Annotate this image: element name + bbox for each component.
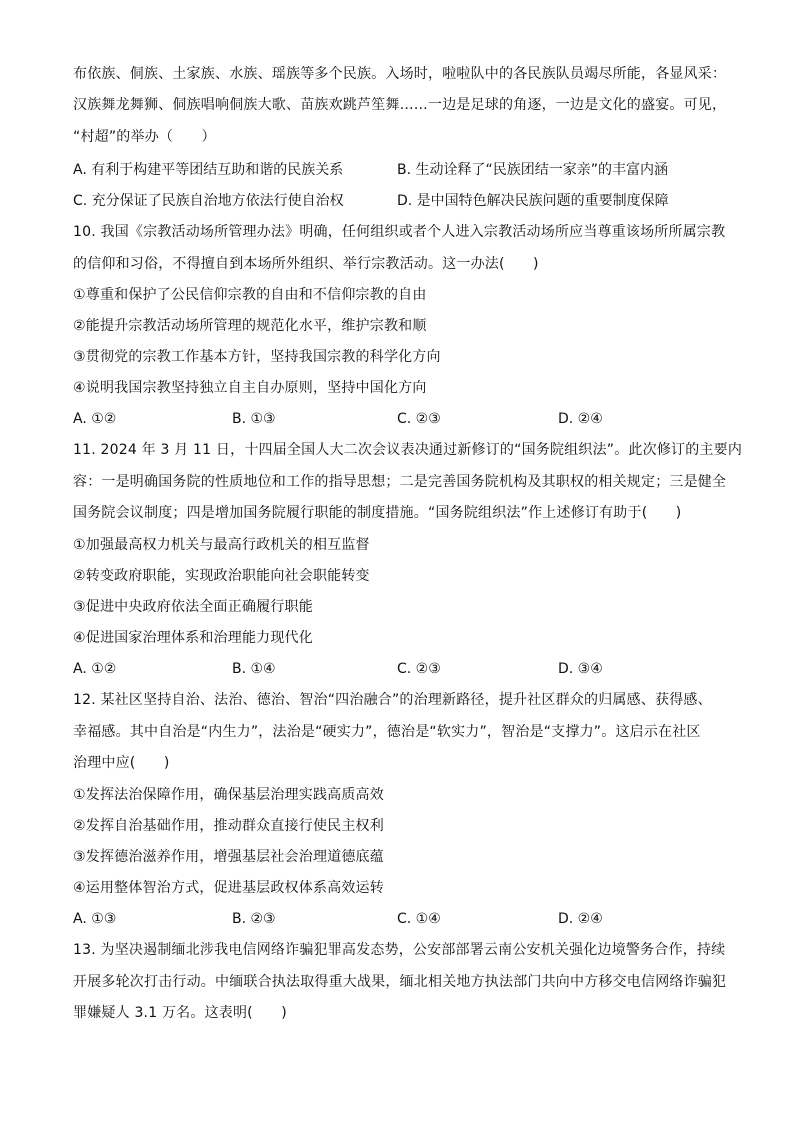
q10-item-4: ④说明我国宗教坚持独立自主自办原则，坚持中国化方向 xyxy=(73,380,427,396)
q12-option-b: B. ②③ xyxy=(232,911,276,927)
q10-option-a: A. ①② xyxy=(73,411,117,427)
q12-item-1: ①发挥法治保障作用，确保基层治理实践高质高效 xyxy=(73,787,384,803)
q10-stem-line-2: 的信仰和习俗，不得擅自到本场所外组织、举行宗教活动。这一办法( ) xyxy=(73,256,539,272)
q11-option-d: D. ③④ xyxy=(558,661,603,677)
q11-item-1: ①加强最高权力机关与最高行政机关的相互监督 xyxy=(73,537,370,553)
q9-stem-line-1: 布依族、侗族、土家族、水族、瑶族等多个民族。入场时，啦啦队中的各民族队员竭尽所能，各显风采： xyxy=(73,66,727,82)
q12-item-2: ②发挥自治基础作用，推动群众直接行使民主权利 xyxy=(73,818,384,834)
q11-item-3: ③促进中央政府依法全面正确履行职能 xyxy=(73,599,313,615)
q10-stem-line-1: 10. 我国《宗教活动场所管理办法》明确，任何组织或者个人进入宗教活动场所应当尊重该场所所属宗教 xyxy=(73,224,726,240)
q12-option-a: A. ①③ xyxy=(73,911,117,927)
q11-option-a: A. ①② xyxy=(73,661,117,677)
q12-option-d: D. ②④ xyxy=(558,911,603,927)
q10-option-c: C. ②③ xyxy=(397,411,441,427)
q9-stem-line-2: 汉族舞龙舞狮、侗族唱响侗族大歌、苗族欢跳芦笙舞……一边是足球的角逐，一边是文化的盛宴。可见， xyxy=(73,97,727,113)
q11-stem-line-3: 国务院会议制度；四是增加国务院履行职能的制度措施。“国务院组织法”作上述修订有助于( ) xyxy=(73,505,682,521)
q11-stem-line-1: 11. 2024 年 3 月 11 日，十四届全国人大二次会议表决通过新修订的“国务院组织法”。此次修订的主要内 xyxy=(73,442,743,458)
q12-stem-line-3: 治理中应( ) xyxy=(73,755,170,771)
q11-option-b: B. ①④ xyxy=(232,661,276,677)
q9-option-a: A. 有利于构建平等团结互助和谐的民族关系 xyxy=(73,162,344,178)
q9-option-c: C. 充分保证了民族自治地方依法行使自治权 xyxy=(73,193,344,209)
q9-option-b: B. 生动诠释了“民族团结一家亲”的丰富内涵 xyxy=(397,162,669,178)
q9-stem-line-3: “村超”的举办（ ） xyxy=(73,129,216,145)
q12-option-c: C. ①④ xyxy=(397,911,441,927)
q11-option-c: C. ②③ xyxy=(397,661,441,677)
q11-item-4: ④促进国家治理体系和治理能力现代化 xyxy=(73,630,313,646)
q10-option-b: B. ①③ xyxy=(232,411,276,427)
q10-item-2: ②能提升宗教活动场所管理的规范化水平，维护宗教和顺 xyxy=(73,318,427,334)
q12-item-3: ③发挥德治滋养作用，增强基层社会治理道德底蕴 xyxy=(73,849,384,865)
q10-item-3: ③贯彻党的宗教工作基本方针，坚持我国宗教的科学化方向 xyxy=(73,349,441,365)
q12-stem-line-2: 幸福感。其中自治是“内生力”，法治是“硬实力”，德治是“软实力”，智治是“支撑力”。这启示在社区 xyxy=(73,724,701,740)
q12-stem-line-1: 12. 某社区坚持自治、法治、德治、智治“四治融合”的治理新路径，提升社区群众的归属感、获得感、 xyxy=(73,692,712,708)
q10-option-d: D. ②④ xyxy=(558,411,603,427)
q11-item-2: ②转变政府职能，实现政治职能向社会职能转变 xyxy=(73,568,370,584)
q11-stem-line-2: 容：一是明确国务院的性质地位和工作的指导思想；二是完善国务院机构及其职权的相关规定；三是健全 xyxy=(73,474,727,490)
q13-stem-line-3: 罪嫌疑人 3.1 万名。这表明( ) xyxy=(73,1005,287,1021)
q9-option-d: D. 是中国特色解决民族问题的重要制度保障 xyxy=(397,193,669,209)
q12-item-4: ④运用整体智治方式，促进基层政权体系高效运转 xyxy=(73,880,384,896)
q13-stem-line-2: 开展多轮次打击行动。中缅联合执法取得重大战果，缅北相关地方执法部门共向中方移交电信网络诈骗犯 xyxy=(73,974,727,990)
q10-item-1: ①尊重和保护了公民信仰宗教的自由和不信仰宗教的自由 xyxy=(73,287,427,303)
q13-stem-line-1: 13. 为坚决遏制缅北涉我电信网络诈骗犯罪高发态势，公安部部署云南公安机关强化边境警务合作，持续 xyxy=(73,942,726,958)
